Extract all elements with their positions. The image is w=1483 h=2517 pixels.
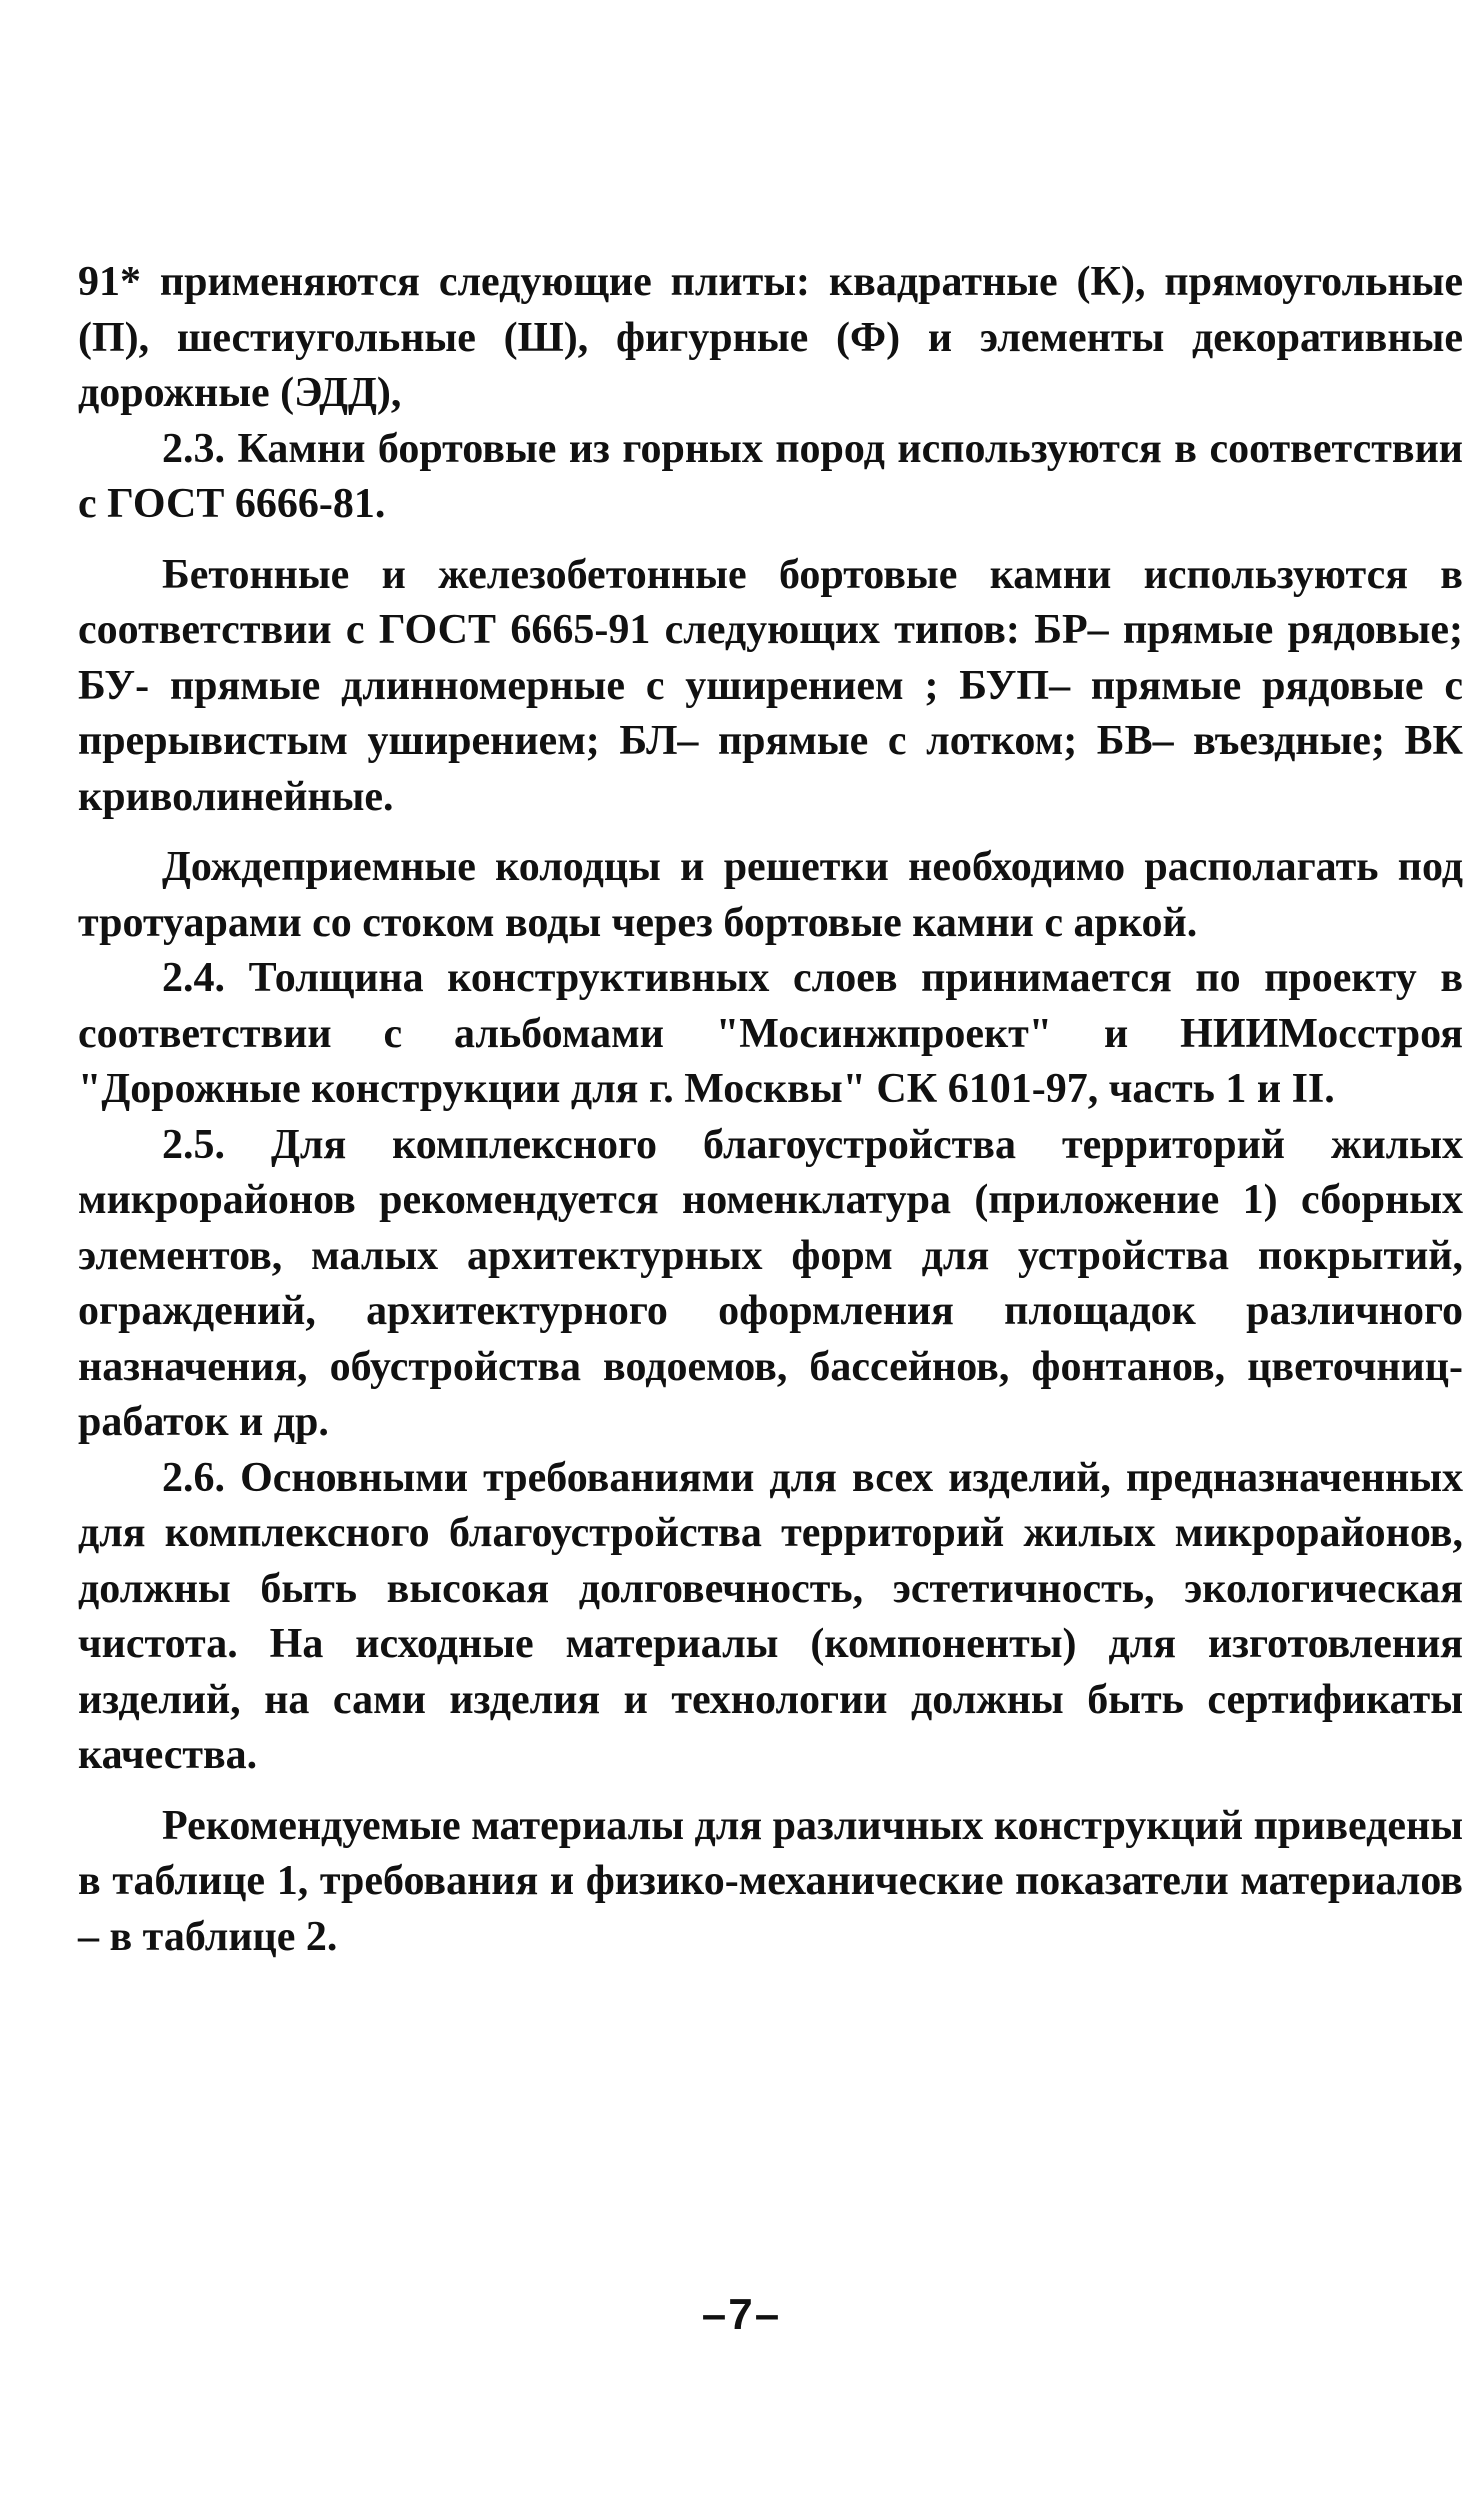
page-number: –7– [701, 2290, 782, 2339]
paragraph-2-5-nomenclature: 2.5. Для комплексного благоустройства территорий жилых микрорайонов рекомендуется номенклатура (приложение 1) сборных элементов, малых архитектурных форм для устройства покрытий, ограждений, архитектурного оформления площадок различного назначения, обустройства водоемов, бассейнов, фонтанов, цветочниц-рабаток и др. [78, 1121, 1463, 1445]
paragraph-plates-types: 91* применяются следующие плиты: квадратные (К), прямоугольные (П), шестиугольные (Ш), фигурные (Ф) и элементы декоративные дорожные (ЭДД), [78, 259, 1463, 416]
paragraph-storm-drains: Дождеприемные колодцы и решетки необходимо располагать под тротуарами со стоком воды через бортовые камни с аркой. [78, 844, 1463, 946]
paragraph-2-4-layer-thickness: 2.4. Толщина конструктивных слоев принимается по проекту в соответствии с альбомами "Мосинжпроект" и НИИМосстроя "Дорожные конструкции для г. Москвы" СК 6101-97, часть 1 и II. [78, 955, 1463, 1112]
paragraph-2-6-requirements: 2.6. Основными требованиями для всех изделий, предназначенных для комплексного благоустройства территорий жилых микрорайонов, должны быть высокая долговечность, эстетичность, экологическая чистота. На исходные материалы (компоненты) для изготовления изделий, на сами изделия и технологии должны быть сертификаты качества. [78, 1454, 1463, 1778]
paragraph-2-3-curb-stones: 2.3. Камни бортовые из горных пород используются в соответствии с ГОСТ 6666-81. [78, 425, 1463, 527]
paragraph-concrete-curb-types: Бетонные и железобетонные бортовые камни используются в соответствии с ГОСТ 6665-91 следующих типов: БР– прямые рядовые; БУ- прямые длинномерные с уширением ; БУП– прямые рядовые с прерывистым уширением; БЛ– прямые с лотком; БВ– въездные; ВК криволинейные. [78, 551, 1463, 820]
document-body [78, 255, 1463, 1965]
paragraph-recommended-materials: Рекомендуемые материалы для различных конструкций приведены в таблице 1, требования и физико-механические показатели материалов – в таблице 2. [78, 1802, 1463, 1960]
